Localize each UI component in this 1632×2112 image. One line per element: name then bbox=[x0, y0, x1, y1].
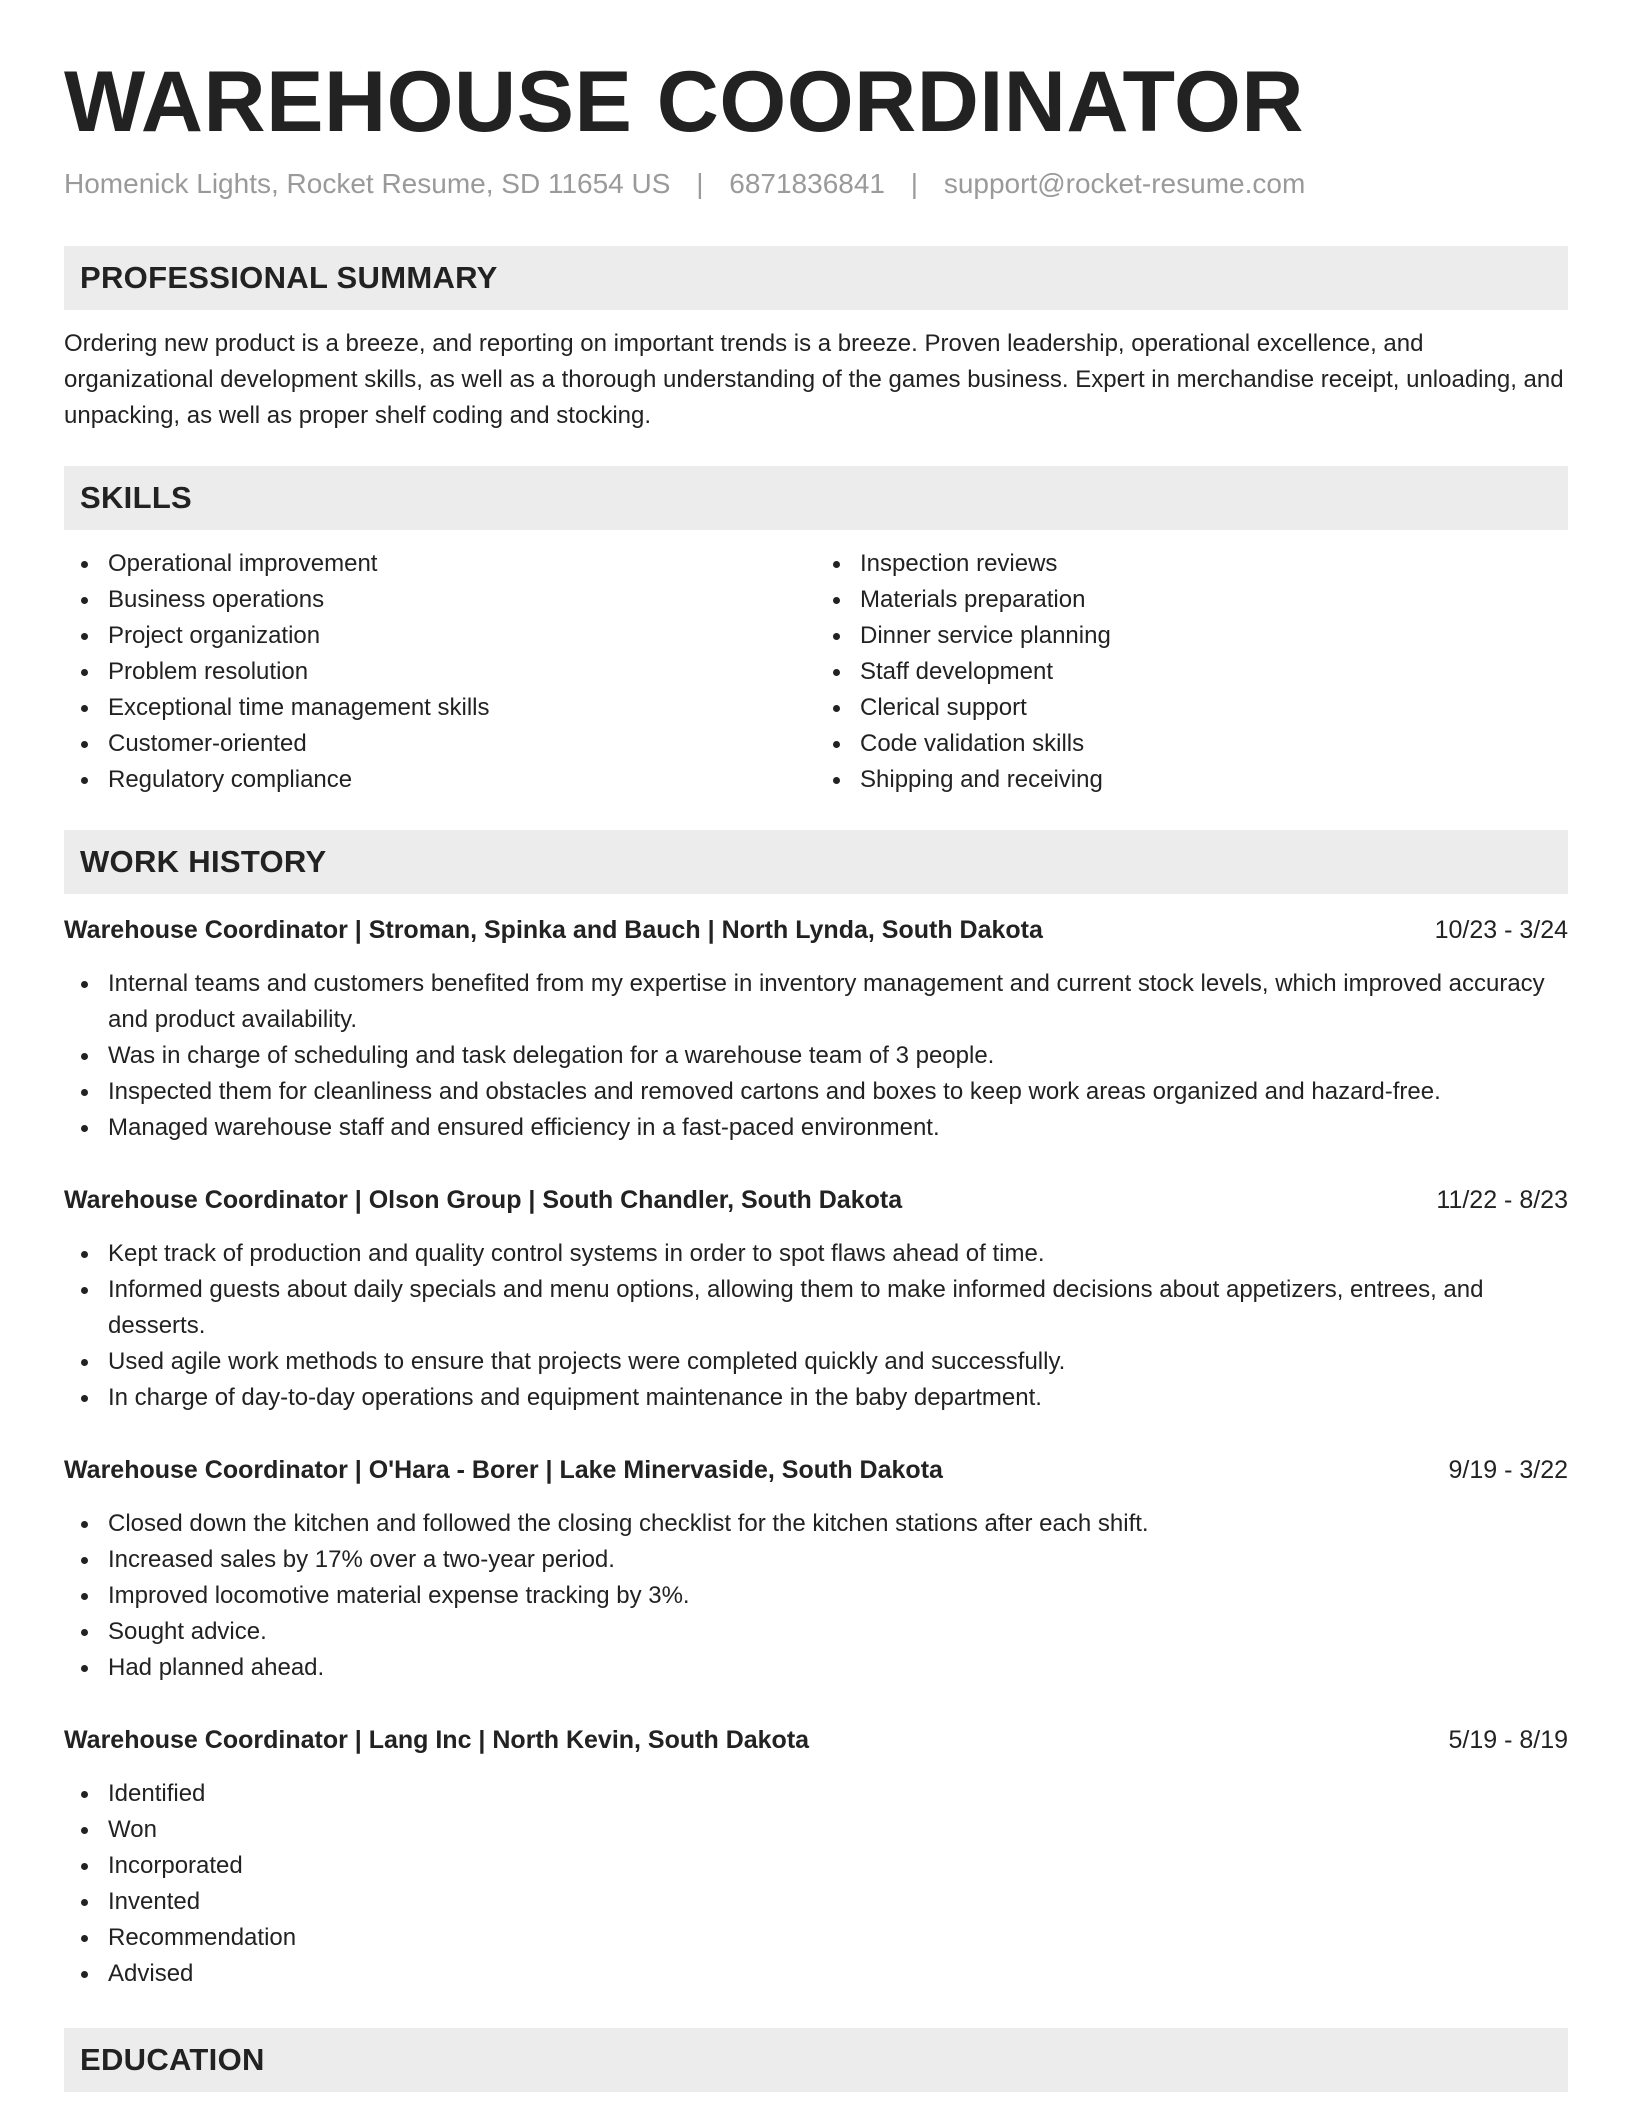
skill-item: Dinner service planning bbox=[816, 618, 1568, 654]
job-title: Warehouse Coordinator | O'Hara - Borer | Lake Minervaside, South Dakota bbox=[64, 1456, 943, 1484]
job-title: Warehouse Coordinator | Stroman, Spinka and Bauch | North Lynda, South Dakota bbox=[64, 916, 1043, 944]
job-bullets bbox=[64, 1776, 1568, 1992]
job-bullet: Improved locomotive material expense tracking by 3%. bbox=[64, 1578, 1568, 1614]
job-header bbox=[64, 1722, 1568, 1758]
job-bullet: Increased sales by 17% over a two-year period. bbox=[64, 1542, 1568, 1578]
job-bullet: Used agile work methods to ensure that projects were completed quickly and successfully. bbox=[64, 1344, 1568, 1380]
job-dates: 5/19 - 8/19 bbox=[1448, 1726, 1568, 1754]
job-bullet: Advised bbox=[64, 1956, 1568, 1992]
skill-item: Project organization bbox=[64, 618, 816, 654]
job-entry bbox=[64, 1452, 1568, 1686]
job-bullet: Managed warehouse staff and ensured efficiency in a fast-paced environment. bbox=[64, 1110, 1568, 1146]
job-bullet: Identified bbox=[64, 1776, 1568, 1812]
resume-name-title: WAREHOUSE COORDINATOR bbox=[64, 54, 1305, 150]
skill-item: Shipping and receiving bbox=[816, 762, 1568, 798]
skills-column-right bbox=[816, 546, 1568, 798]
skill-item: Problem resolution bbox=[64, 654, 816, 690]
job-bullet: Closed down the kitchen and followed the closing checklist for the kitchen stations after each shift. bbox=[64, 1506, 1568, 1542]
skill-item: Regulatory compliance bbox=[64, 762, 816, 798]
skills-column-left bbox=[64, 546, 816, 798]
skills-list bbox=[64, 546, 1568, 798]
job-dates: 10/23 - 3/24 bbox=[1434, 916, 1568, 944]
job-header bbox=[64, 912, 1568, 948]
section-header-skills: SKILLS bbox=[64, 466, 1568, 530]
skill-item: Inspection reviews bbox=[816, 546, 1568, 582]
section-header-summary: PROFESSIONAL SUMMARY bbox=[64, 246, 1568, 310]
job-bullet: Recommendation bbox=[64, 1920, 1568, 1956]
contact-line bbox=[64, 166, 1568, 202]
skill-item: Customer-oriented bbox=[64, 726, 816, 762]
job-bullets bbox=[64, 1506, 1568, 1686]
job-title: Warehouse Coordinator | Lang Inc | North Kevin, South Dakota bbox=[64, 1726, 810, 1754]
contact-separator: | bbox=[910, 168, 919, 199]
job-dates: 11/22 - 8/23 bbox=[1436, 1186, 1568, 1214]
job-entry bbox=[64, 1722, 1568, 1992]
skill-item: Business operations bbox=[64, 582, 816, 618]
skill-item: Materials preparation bbox=[816, 582, 1568, 618]
job-bullet: Informed guests about daily specials and menu options, allowing them to make informed decisions about appetizers, entrees, and desserts. bbox=[64, 1272, 1568, 1344]
skill-item: Clerical support bbox=[816, 690, 1568, 726]
job-entry bbox=[64, 912, 1568, 1146]
job-bullet: Internal teams and customers benefited from my expertise in inventory management and current stock levels, which improved accuracy and product availability. bbox=[64, 966, 1568, 1038]
job-dates: 9/19 - 3/22 bbox=[1448, 1456, 1568, 1484]
job-bullet: Kept track of production and quality control systems in order to spot flaws ahead of time. bbox=[64, 1236, 1568, 1272]
section-header-work-history: WORK HISTORY bbox=[64, 830, 1568, 894]
section-header-education: EDUCATION bbox=[64, 2028, 1568, 2092]
contact-address: Homenick Lights, Rocket Resume, SD 11654 US bbox=[64, 168, 671, 199]
job-title: Warehouse Coordinator | Olson Group | South Chandler, South Dakota bbox=[64, 1186, 903, 1214]
skill-item: Staff development bbox=[816, 654, 1568, 690]
contact-email: support@rocket-resume.com bbox=[943, 168, 1306, 199]
job-bullet: Inspected them for cleanliness and obstacles and removed cartons and boxes to keep work areas organized and hazard-free. bbox=[64, 1074, 1568, 1110]
job-entry bbox=[64, 1182, 1568, 1416]
skill-item: Operational improvement bbox=[64, 546, 816, 582]
contact-separator: | bbox=[696, 168, 704, 199]
job-bullet: In charge of day-to-day operations and equipment maintenance in the baby department. bbox=[64, 1380, 1568, 1416]
job-header bbox=[64, 1182, 1568, 1218]
skill-item: Code validation skills bbox=[816, 726, 1568, 762]
job-bullet: Incorporated bbox=[64, 1848, 1568, 1884]
contact-phone: 6871836841 bbox=[729, 168, 885, 199]
job-bullets bbox=[64, 1236, 1568, 1416]
job-bullet: Invented bbox=[64, 1884, 1568, 1920]
job-header bbox=[64, 1452, 1568, 1488]
job-bullets bbox=[64, 966, 1568, 1146]
skill-item: Exceptional time management skills bbox=[64, 690, 816, 726]
job-bullet: Had planned ahead. bbox=[64, 1650, 1568, 1686]
summary-text: Ordering new product is a breeze, and reporting on important trends is a breeze. Proven leadership, operational excellence, and organizational development skills, as well as a thorough understanding of the games business. Expert in merchandise receipt, unloading, and unpacking, as well as proper shelf coding and stocking. bbox=[64, 330, 1564, 429]
job-bullet: Was in charge of scheduling and task delegation for a warehouse team of 3 people. bbox=[64, 1038, 1568, 1074]
job-bullet: Sought advice. bbox=[64, 1614, 1568, 1650]
job-bullet: Won bbox=[64, 1812, 1568, 1848]
